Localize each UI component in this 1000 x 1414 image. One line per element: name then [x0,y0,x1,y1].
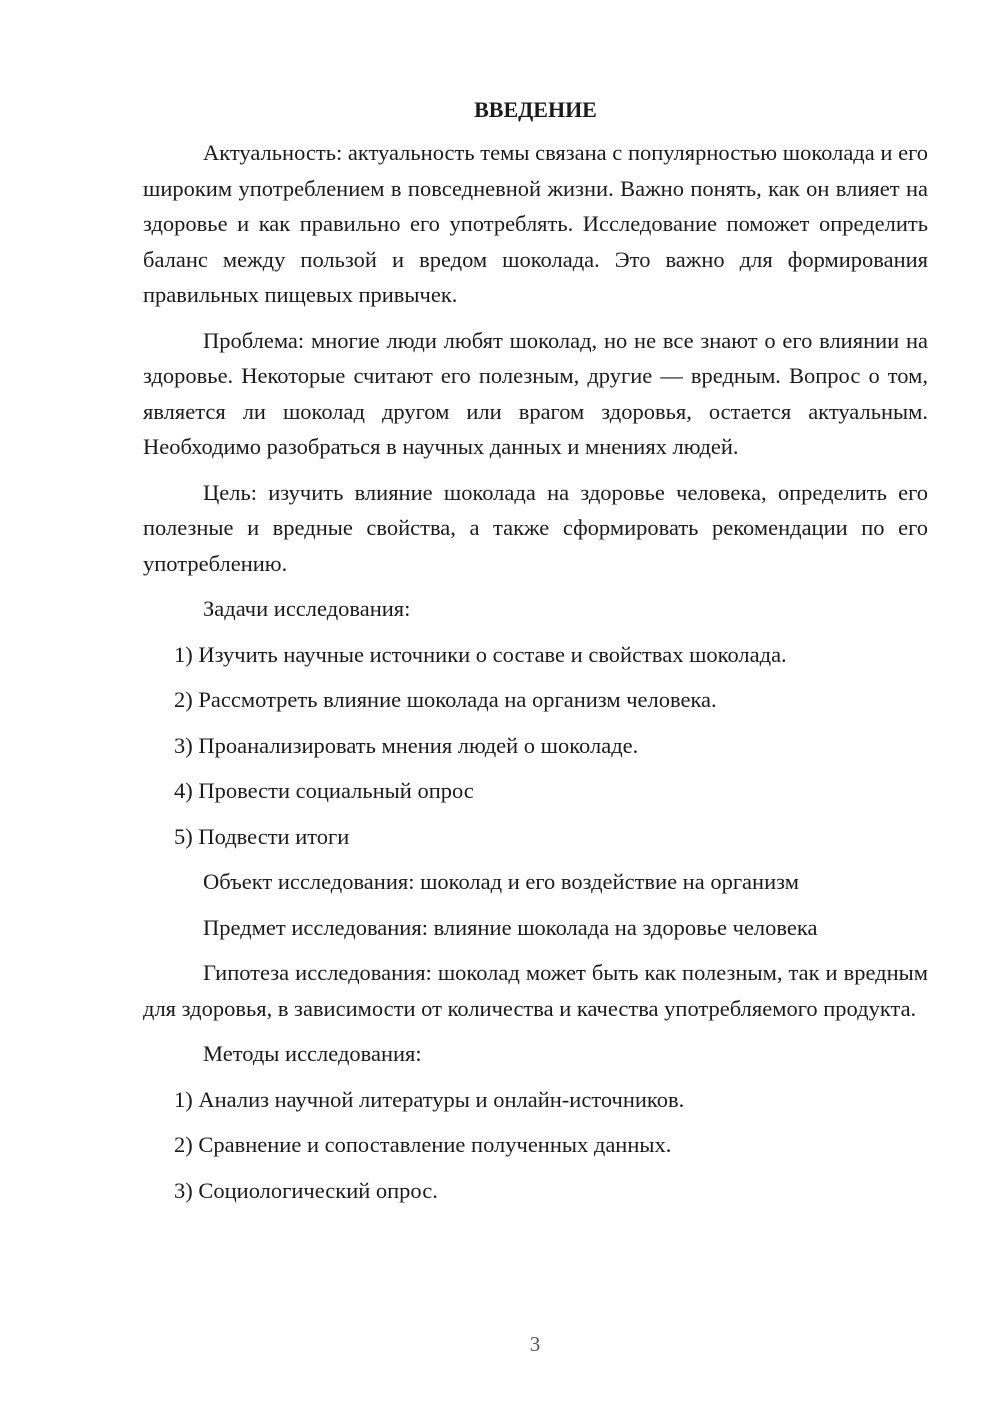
goal-paragraph: Цель: изучить влияние шоколада на здоровье человека, определить его полезные и вредные свойства, а также сформировать рекомендации по его употреблению. [143,479,928,576]
list-item: 1) Изучить научные источники о составе и свойствах шоколада. [174,641,787,667]
tasks-list [143,637,928,855]
document-page [143,93,928,1218]
list-item: 2) Сравнение и сопоставление полученных данных. [174,1132,672,1157]
list-item: 3) Социологический опрос. [174,1177,438,1203]
methods-list [143,1082,928,1209]
methods-heading: Методы исследования: [203,1041,422,1066]
relevance-paragraph: Актуальность: актуальность темы связана с популярностью шоколада и его широким употреблением в повседневной жизни. Важно понять, как он влияет на здоровье и как правильно его употреблять. Исследование поможет определить баланс между пользой и вредом шоколада. Это важно для формирования правильных пищевых привычек. [143,140,928,307]
hypothesis-paragraph: Гипотеза исследования: шоколад может быть как полезным, так и вредным для здоровья, в зависимости от количества и качества употребляемого продукта. [143,960,928,1021]
list-item: 3) Проанализировать мнения людей о шоколаде. [174,732,639,758]
list-item: 5) Подвести итоги [174,823,350,849]
tasks-heading: Задачи исследования: [203,596,411,621]
problem-paragraph: Проблема: многие люди любят шоколад, но не все знают о его влиянии на здоровье. Некоторые считают его полезным, другие — вредным. Вопрос о том, является ли шоколад другом или врагом здоровья, остается актуальным. Необходимо разобраться в научных данных и мнениях людей. [143,327,928,459]
list-item: 2) Рассмотреть влияние шоколада на организм человека. [174,687,717,712]
page-number: 3 [529,1332,541,1356]
list-item: 1) Анализ научной литературы и онлайн-источников. [174,1086,685,1112]
section-title: ВВЕДЕНИЕ [474,97,597,122]
subject-paragraph: Предмет исследования: влияние шоколада на здоровье человека [203,914,818,940]
list-item: 4) Провести социальный опрос [174,778,474,803]
object-paragraph: Объект исследования: шоколад и его воздействие на организм [203,869,799,894]
